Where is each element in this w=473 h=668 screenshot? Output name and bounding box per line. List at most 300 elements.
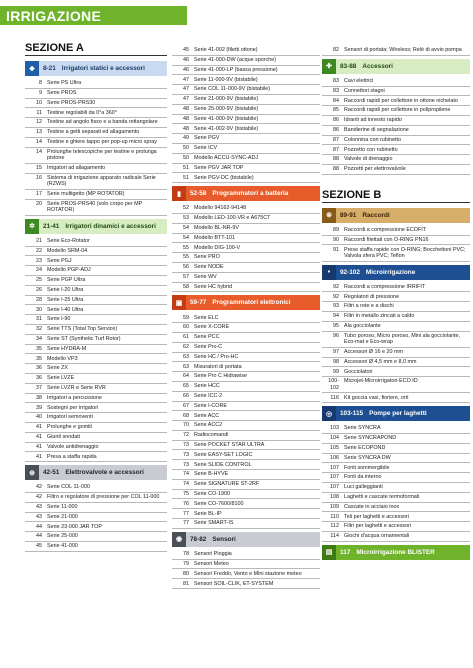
page-number: 9 [39,90,42,97]
column-spacer [172,0,320,46]
section-title [336,406,470,421]
blister-icon: ▤ [322,545,336,560]
page-number: 32 [36,326,42,333]
index-row [322,236,470,246]
index-row [322,283,470,293]
index-row [25,305,167,315]
page-number: 47 [183,76,189,83]
index-row [322,463,470,473]
entry-label: Serie PROS [47,90,77,97]
index-row [172,283,320,293]
index-row [25,237,167,247]
entry-label: Radiocomandi [194,432,229,439]
entry-label: Sensori Pioggia [194,551,232,558]
section-range: 52-58 [190,190,207,198]
index-row [172,224,320,234]
page-number: 52 [183,205,189,212]
page-number: 51 [183,174,189,181]
index-row [172,56,320,66]
entry-label: Prolunghe telescopiche per testine e prolunga pistone [47,148,157,162]
entry-label: Raccordi filettati con O-RING PN16 [344,236,429,243]
section-header [25,61,167,76]
entry-label: Serie ACC2 [194,422,223,429]
entry-label: Serie B-HYVE [194,471,229,478]
page-number: 63 [183,353,189,360]
index-row [25,266,167,276]
index-row [172,164,320,174]
page-number: 25 [36,277,42,284]
entry-label: Accessori Ø 16 e 20 mm [344,349,404,356]
page-number: 107 [330,474,339,481]
index-row [25,335,167,345]
entry-label: Modello PGP-ADJ [47,267,91,274]
page-number: 58 [183,283,189,290]
index-row [322,434,470,444]
section-title [336,59,470,74]
index-row [172,333,320,343]
page-number: 40 [36,414,42,421]
section-header [322,545,470,560]
index-row [322,483,470,493]
entry-label: Serie I-CORE [194,402,227,409]
index-row [25,118,167,128]
entry-label: Serie SIGNATURE ST-2RF [194,481,260,488]
index-row [25,522,167,532]
entry-label: Modello DIG-100-V [194,244,241,251]
entry-label: Serie PS Ultra [47,80,82,87]
index-row [25,148,167,164]
section-range: 117 [340,548,351,556]
page-number: 31 [36,316,42,323]
entry-label: Irrigatori a percussione [47,394,102,401]
entry-label: Serie 41-000 [47,543,78,550]
page-number: 107 [330,464,339,471]
entry-label: Sensori SOIL-CLIK, ET-SYSTEM [194,580,274,587]
page-number: 106 [330,454,339,461]
page-number: 81 [183,580,189,587]
page-number: 99 [333,368,339,375]
page-number: 85 [333,107,339,114]
page-number: 48 [183,106,189,113]
entry-label: Serie HCC [194,383,220,390]
page-number: 104 [330,435,339,442]
entry-label: Idranti ad innesto rapido [344,117,402,124]
page-number: 22 [36,247,42,254]
page-number: 47 [183,96,189,103]
index-row [25,99,167,109]
section-title [336,265,470,280]
index-row [172,343,320,353]
entry-label: Sensori Freddo, Vento e Mini stazione meteo [194,570,302,577]
index-row [322,77,470,87]
entry-label: Serie SYNCRA [344,425,381,432]
entry-label: Raccordi rapidi per collettore in polipropilene [344,107,451,114]
index-row [172,263,320,273]
index-row [322,312,470,322]
index-row [172,509,320,519]
page-number: 45 [36,543,42,550]
index-row [25,247,167,257]
page-number: 96 [333,332,339,339]
index-row [25,384,167,394]
page-number: 90 [333,236,339,243]
section-range: 59-77 [190,299,207,307]
page-number: 66 [183,393,189,399]
index-row [172,460,320,470]
section-label: Elettrovalvole e accessori [65,469,144,477]
entry-label: Giochi d'acqua ornamentali [344,533,410,540]
entry-label: Modello LED-100-VR e A675CT [194,215,271,222]
page-number: 44 [36,533,42,540]
index-row [172,75,320,85]
index-row [322,302,470,312]
entry-label: Serie HYDRA-M [47,345,87,352]
page-number: 75 [183,490,189,497]
index-row [322,136,470,146]
entry-label: Testine regolabili da 0°a 360° [47,109,117,116]
section-title [186,532,320,547]
entry-label: Serie HC hybrid [194,283,233,290]
section-header [322,208,470,223]
page-number: 41 [36,453,42,460]
entry-label: Serie HC / Pro-HC [194,353,239,360]
index-row [172,173,320,183]
index-row [172,273,320,283]
index-row [172,134,320,144]
entry-label: Serie COL 11-000-9V (bistabile) [194,86,271,93]
entry-label: Serie 41-002-9V (bistabile) [194,125,259,132]
page-number: 93 [333,303,339,310]
entry-label: Serie 25-000 [47,533,78,540]
section-label: Raccordi [362,211,390,219]
entry-label: Serie SLIDE CONTROL [194,461,252,468]
section-a-title: SEZIONE A [25,42,167,56]
rotor-icon: ✲ [25,219,39,234]
index-row [172,85,320,95]
entry-label: Irrigatori semoventi [47,414,93,421]
index-row [25,542,167,552]
section-title [39,61,167,76]
page-number: 80 [183,570,189,577]
entry-label: Teli per laghetti e accessori [344,513,410,520]
entry-label: Modello ACCU-SYNC-ADJ [194,155,259,162]
section-range: 8-21 [43,65,56,72]
index-row [172,353,320,363]
index-row [172,402,320,412]
page-number: 55 [183,244,189,251]
entry-label: Testine e ghiere tappo per pop-up micro spray [47,139,157,146]
dripper-icon: • [322,265,336,280]
page-number: 53 [183,215,189,222]
page-number: 82 [333,47,339,54]
index-row [322,165,470,175]
entry-label: Serie PGV [194,135,220,142]
page-number: 68 [183,412,189,419]
entry-label: Serie PROS-PRS40 (solo corpo per MP ROTATOR) [47,200,143,214]
page-number: 60 [183,324,189,331]
entry-label: Serie 41-000-9V (bistabile) [194,115,259,122]
entry-label: Serie 21-000 [47,513,78,520]
entry-label: Serie CO-7600/8100 [194,500,244,507]
page-number: 49 [183,135,189,142]
entry-label: Colonnina con rubinetto [344,136,401,143]
page-number: 56 [183,264,189,271]
entry-label: Serie ICC-2 [194,393,223,399]
index-row [172,372,320,382]
entry-label: Serie SMART-IS [194,520,234,527]
index-row [25,345,167,355]
page-number: 36 [36,375,42,382]
section-range: 89-91 [340,211,357,219]
index-row [322,454,470,464]
page-number: 98 [333,358,339,365]
index-row [322,322,470,332]
page-number: 50 [183,145,189,152]
entry-label: Serie 11-000-9V (bistabile) [194,76,258,83]
entry-label: Serie COL 11-000 [47,484,90,491]
entry-label: Cascate in acciaio inox [344,503,400,510]
entry-label: Irrigatori ad allagamento [47,165,106,172]
section-header [25,465,167,480]
entry-label: Serie I-90 [47,316,71,323]
entry-label: Serie BL-IP [194,510,222,517]
entry-label: Serie X-CORE [194,324,230,331]
page-number: 109 [330,503,339,510]
section-header [172,186,320,201]
page-number: 57 [183,274,189,281]
index-row [172,392,320,402]
page-number: 70 [183,422,189,429]
page-number: 55 [183,254,189,261]
index-row [25,354,167,364]
entry-label: Filtri in metallo zincati a caldo [344,313,415,320]
section-range: 103-115 [340,410,364,418]
page-number: 11 [36,109,42,116]
column-3 [322,0,470,563]
entry-label: Sensori di portata; Wireless; Relè di avvio pompa [344,47,462,54]
index-row [322,358,470,368]
entry-label: Valvole di drenaggio [344,156,393,163]
entry-label: Serie 21-000-9V (bistabile) [194,96,259,103]
index-row [25,503,167,513]
index-row [322,522,470,532]
entry-label: Serie 11-000 [47,504,78,510]
section-header [25,219,167,234]
index-row [25,513,167,523]
index-row [322,473,470,483]
entry-label: Serie PGP Ultra [47,277,86,284]
page-number: 46 [183,57,189,64]
page-number: 35 [36,345,42,352]
index-row [172,115,320,125]
entry-label: Modello SRM-04 [47,247,88,254]
entry-label: Serie 25-000-9V (bistabile) [194,106,259,113]
page-number: 84 [333,97,339,104]
index-row [25,108,167,118]
entry-label: Serie multigetto (MP ROTATOR) [47,191,125,198]
index-row [322,87,470,97]
index-row [25,493,167,503]
index-row [172,95,320,105]
section-title [336,208,470,223]
page-number: 77 [183,510,189,517]
entry-label: Regolatori di pressione [344,293,400,300]
pump-icon: ◎ [322,406,336,421]
entry-label: Tubo poroso, Micro poroso, Mini ala gocciolante, Eco-mat e Eco-wrap [344,332,461,346]
page-number: 13 [36,129,42,136]
page-number: 83 [333,78,339,85]
page-number: 103 [330,425,339,432]
index-row [172,579,320,589]
entry-label: Filtri per laghetti e accessori [344,523,412,530]
page-number: 105 [330,445,339,452]
index-row [172,124,320,134]
page-number: 88 [333,166,339,173]
index-row [172,470,320,480]
page-number: 59 [183,314,189,321]
entry-label: Sensori Meteo [194,560,229,567]
entry-label: Serie ELC [194,314,219,321]
entry-label: Serie Eco-Rotator [47,238,90,245]
sensor-icon: ◉ [172,532,186,547]
index-row [25,296,167,306]
entry-label: Serie WV [194,274,217,281]
entry-label: Modello BL-NR-9V [194,225,239,232]
entry-label: Gocciolatori [344,368,373,375]
page-number: 41 [36,424,42,431]
section-header [172,295,320,310]
entry-label: Serie LVZR e Serie RVR [47,385,106,392]
page-number: 91 [333,246,339,253]
index-row [25,164,167,174]
index-row [25,452,167,462]
page-number: 10 [36,99,42,106]
section-label: Microirrigazione BLISTER [356,548,435,556]
section-label: Irrigatori statici e accessori [61,65,145,72]
index-row [322,226,470,236]
entry-label: Microjet-Microirrigatori-ECO ID [344,378,418,385]
section-b-title: SEZIONE B [322,189,470,203]
index-row [322,444,470,454]
page-number: 73 [183,441,189,448]
page-number: 35 [36,355,42,362]
entry-label: Modello BTT-101 [194,234,236,241]
page-number: 16 [36,174,42,181]
page-number: 45 [183,47,189,54]
entry-label: Serie I-20 Ultra [47,287,84,294]
page-number: 41 [36,434,42,441]
section-range: 83-88 [340,62,357,70]
entry-label: Serie LVZE [47,375,75,382]
section-label: Programmatori a batteria [212,190,289,198]
section-header [172,532,320,547]
entry-label: Raccordi a compressione IRRIFIT [344,283,426,290]
sprinkler-icon: ❖ [25,61,39,76]
index-row [25,483,167,493]
entry-label: Accessori Ø 4,5 mm e 8,0 mm [344,358,417,365]
entry-label: Fonti da interno [344,474,382,481]
entry-label: Serie ACC [194,412,220,419]
index-row [172,499,320,509]
index-row [172,204,320,214]
entry-label: Filtri a rete e a dischi [344,303,394,310]
index-row [25,276,167,286]
index-row [172,480,320,490]
index-row [322,503,470,513]
index-row [25,138,167,148]
page-number: 47 [183,86,189,93]
index-row [322,106,470,116]
index-row [25,315,167,325]
page-number: 97 [333,349,339,356]
index-row [172,234,320,244]
index-row [322,155,470,165]
page-number: 110 [330,513,339,520]
page-number: 54 [183,234,189,241]
entry-label: Sostegni per irrigatori [47,404,99,411]
index-row [322,145,470,155]
index-row [172,46,320,56]
page-number: 100-102 [328,378,339,391]
page-number: 23 [36,257,42,264]
entry-label: Serie SYNCRA DW [344,454,391,461]
entry-label: Serie I-25 Ultra [47,296,84,303]
page-number: 37 [36,385,42,392]
index-row [172,431,320,441]
entry-label: Serie PROS-PRS30 [47,99,96,106]
page-number: 79 [183,560,189,567]
entry-label: Serie POCKET STAR ULTRA [194,441,265,448]
valve-icon: ⊕ [25,465,39,480]
index-row [25,443,167,453]
index-row [172,66,320,76]
entry-label: Pozzetti per elettrovalvole [344,166,406,173]
page-number: 116 [330,394,339,401]
entry-label: Serie 41-002 (filetti ottone) [194,47,258,54]
page-number: 76 [183,500,189,507]
page-number: 15 [36,165,42,172]
page-number: 78 [183,551,189,558]
page-number: 43 [36,504,42,510]
section-label: Pompe per laghetti [369,410,427,418]
page-number: 26 [36,287,42,294]
page-number: 114 [330,533,339,540]
entry-label: Modello VP3 [47,355,78,362]
index-row [322,126,470,136]
page-number: 48 [183,125,189,132]
index-row [25,190,167,200]
index-row [25,374,167,384]
page-number: 42 [36,494,42,501]
entry-label: Prolunghe e gomiti [47,424,92,431]
index-row [25,532,167,542]
entry-label: Misuratori di portata [194,363,242,370]
section-label: Sensori [212,535,236,543]
index-row [322,332,470,348]
page-number: 14 [36,139,42,146]
section-header [322,406,470,421]
entry-label: Serie NODE [194,264,224,271]
index-row [172,323,320,333]
section-title [39,465,167,480]
index-row [322,393,470,403]
page-number: 51 [183,164,189,171]
index-row [172,490,320,500]
page-number: 87 [333,146,339,153]
entry-label: Serie ST (Synthetic Turf Rotor) [47,336,121,343]
section-header [322,59,470,74]
entry-label: Testine ad angolo fisso e a banda rettangolare [47,119,158,126]
